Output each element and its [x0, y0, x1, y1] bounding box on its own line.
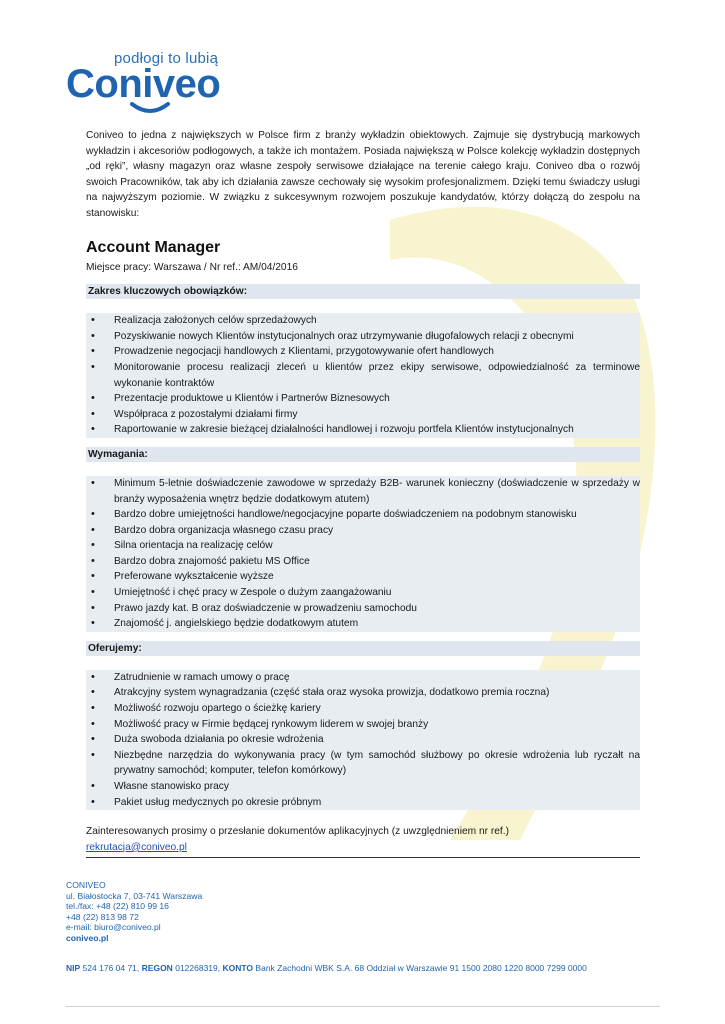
footer-website: coniveo.pl — [66, 932, 109, 943]
section-heading: Zakres kluczowych obowiązków: — [86, 284, 640, 299]
list-item: • Możliwość rozwoju opartego o ścieżkę kariery — [114, 701, 640, 717]
recruitment-email-link[interactable]: rekrutacja@coniveo.pl — [86, 841, 187, 853]
list-item: • Niezbędne narzędzia do wykonywania pracy (w tym samochód służbowy po okresie wdrożenia lub ryczałt na prywatny samochód; komputer, telefon komórkowy) — [114, 748, 640, 779]
job-meta: Miejsce pracy: Warszawa / Nr ref.: AM/04/2016 — [86, 261, 298, 273]
footer-email: e-mail: biuro@coniveo.pl — [66, 922, 161, 933]
footer-telfax: tel./fax: +48 (22) 810 99 16 — [66, 901, 169, 912]
list-item: • Własne stanowisko pracy — [114, 779, 640, 795]
list-item: • Preferowane wykształcenie wyższe — [114, 569, 640, 585]
section-heading: Oferujemy: — [86, 641, 640, 656]
application-instructions — [86, 824, 640, 858]
footer-phone: +48 (22) 813 98 72 — [66, 911, 139, 922]
list-item: • Realizacja założonych celów sprzedażowych — [114, 313, 640, 329]
offer-list — [86, 670, 640, 810]
smile-icon — [130, 102, 170, 116]
responsibilities-list — [86, 313, 640, 438]
bottom-divider — [66, 1006, 660, 1007]
list-item: • Bardzo dobra znajomość pakietu MS Office — [114, 554, 640, 570]
regon-value: 012268319, — [175, 963, 221, 973]
list-item: • Umiejętność i chęć pracy w Zespole o dużym zaangażowaniu — [114, 585, 640, 601]
nip-value: 524 176 04 71, — [82, 963, 140, 973]
footer-address — [66, 880, 202, 944]
section-responsibilities — [86, 284, 640, 438]
job-title: Account Manager — [86, 238, 221, 256]
closing-text: Zainteresowanych prosimy o przesłanie dokumentów aplikacyjnych (z uwzględnieniem nr ref.) — [86, 826, 509, 838]
footer-company-ids — [66, 963, 587, 973]
footer-street: ul. Białostocka 7, 03-741 Warszawa — [66, 890, 203, 901]
list-item: • Prawo jazdy kat. B oraz doświadczenie w prowadzeniu samochodu — [114, 601, 640, 617]
logo-tagline: podłogi to lubią — [114, 50, 219, 67]
list-item: • Możliwość pracy w Firmie będącej rynkowym liderem w swojej branży — [114, 717, 640, 733]
list-item: • Zatrudnienie w ramach umowy o pracę — [114, 670, 640, 686]
coniveo-logo — [66, 50, 236, 120]
section-heading: Wymagania: — [86, 447, 640, 462]
list-item: • Raportowanie w zakresie bieżącej działalności handlowej i rozwoju portfela Klientów instytucjonalnych — [114, 422, 640, 438]
list-item: • Minimum 5-letnie doświadczenie zawodowe w sprzedaży B2B- warunek konieczny (doświadczenie w sprzedaży w branży wyposażenia wnętrz będzie dodatkowym atutem) — [114, 476, 640, 507]
list-item: • Pozyskiwanie nowych Klientów instytucjonalnych oraz utrzymywanie długofalowych relacji z obecnymi — [114, 329, 640, 345]
list-item: • Atrakcyjny system wynagradzania (część stała oraz wysoka prowizja, dodatkowo premia roczna) — [114, 685, 640, 701]
footer-company: CONIVEO — [66, 880, 106, 890]
section-offer — [86, 641, 640, 810]
list-item: • Bardzo dobra organizacja własnego czasu pracy — [114, 523, 640, 539]
regon-label: REGON — [141, 963, 173, 973]
logo-wordmark: Coniveo — [66, 62, 221, 106]
konto-value: Bank Zachodni WBK S.A. 68 Oddział w Warszawie 91 1500 2080 1220 8000 7299 0000 — [255, 963, 587, 973]
company-intro: Coniveo to jedna z największych w Polsce firm z branży wykładzin obiektowych. Zajmuje się dystrybucją markowych wykładzin i akcesoriów podłogowych, a także ich montażem. Posiada największą w Polsce kolekcję wykładzin dostępnych „od ręki”, własny magazyn oraz własne zespoły serwisowe działające na terenie całego kraju. Coniveo dba o rozwój swoich Pracowników, tak aby ich działania zawsze cechowały się wysokim profesjonalizmem. Dzięki temu świadczy usługi na najwyższym poziomie. W związku z sukcesywnym rozwojem poszukuje kandydatów, którzy dołączą do zespołu na stanowisku: — [86, 130, 640, 219]
list-item: • Prowadzenie negocjacji handlowych z Klientami, przygotowywanie ofert handlowych — [114, 344, 640, 360]
list-item: • Bardzo dobre umiejętności handlowe/negocjacyjne poparte doświadczeniem na podobnym stanowisku — [114, 507, 640, 523]
list-item: • Duża swoboda działania po okresie wdrożenia — [114, 732, 640, 748]
job-posting — [86, 128, 640, 858]
konto-label: KONTO — [222, 963, 254, 973]
requirements-list — [86, 476, 640, 632]
nip-label: NIP — [66, 963, 81, 973]
list-item: • Współpraca z pozostałymi działami firmy — [114, 407, 640, 423]
list-item: • Silna orientacja na realizację celów — [114, 538, 640, 554]
list-item: • Znajomość j. angielskiego będzie dodatkowym atutem — [114, 616, 640, 632]
list-item: • Prezentacje produktowe u Klientów i Partnerów Biznesowych — [114, 391, 640, 407]
list-item: • Pakiet usług medycznych po okresie próbnym — [114, 795, 640, 811]
list-item: • Monitorowanie procesu realizacji zleceń u klientów przez ekipy serwisowe, odpowiedzialność za terminowe wykonanie kontraktów — [114, 360, 640, 391]
section-requirements — [86, 447, 640, 632]
